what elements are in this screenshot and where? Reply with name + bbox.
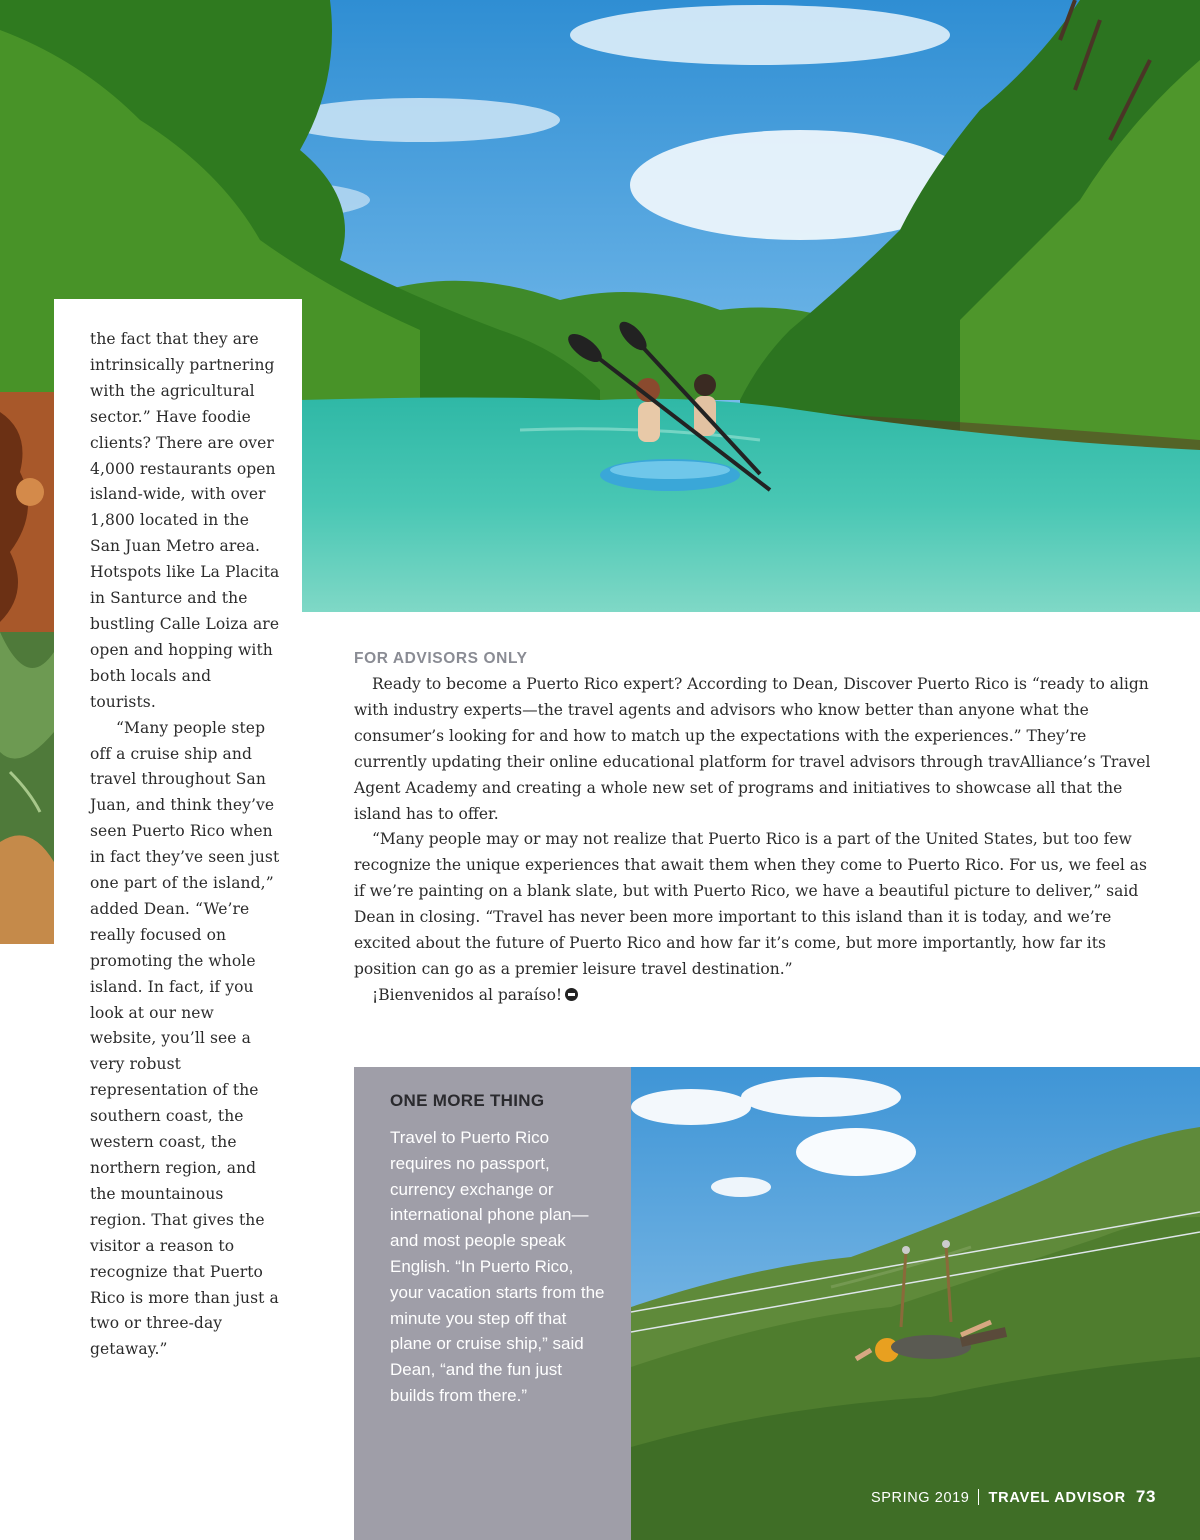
closing-text: ¡Bienvenidos al paraíso! <box>372 985 563 1004</box>
advisors-paragraph: Ready to become a Puerto Rico expert? According to Dean, Discover Puerto Rico is “ready to align with industry experts—the travel agents and advisors who know better than anyone what the consumer’s looking for and how to match up the expectations with the experiences.” They’re currently updating their online educational platform for travel advisors through travAlliance’s Travel Agent Academy and creating a whole new set of programs and initiatives to showcase all that the island has to offer. <box>354 675 1151 823</box>
left-paragraph: the fact that they are intrinsically partnering with the agricultural sector.” Have foodie clients? There are over 4,000 restaurants open island-wide, with over 1,800 located in the San Juan Metro area. Hotspots like La Placita in Santurce and the bustling Calle Loiza are open and hopping with both locals and tourists. <box>90 330 280 711</box>
side-photo-strip <box>0 392 54 944</box>
sidebar-body: Travel to Puerto Rico requires no passport, currency exchange or international phone plan—and most people speak English. “In Puerto Rico, your vacation starts from the minute you step off that plane or cruise ship,” said Dean, “and the fun just builds from there.” <box>390 1128 605 1405</box>
advisors-section <box>354 650 1154 1009</box>
page-footer <box>871 1487 1156 1507</box>
advisors-paragraph: “Many people may or may not realize that Puerto Rico is a part of the United States, but too few recognize the unique experiences that await them when they come to Puerto Rico. For us, we feel as if we’re painting on a blank slate, but with Puerto Rico, we have a beautiful picture to deliver,” said Dean in closing. “Travel has never been more important to this island than it is today, and we’re excited about the future of Puerto Rico and how far it’s come, but more importantly, how far its position can go as a premier leisure travel destination.” <box>354 830 1148 978</box>
left-text-column <box>54 299 302 1540</box>
magazine-name: TRAVEL ADVISOR <box>988 1490 1126 1506</box>
advisors-heading: FOR ADVISORS ONLY <box>354 650 528 667</box>
left-paragraph: “Many people step off a cruise ship and travel throughout San Juan, and think they’ve seen Puerto Rico when in fact they’ve seen just one part of the island,” added Dean. “We’re really focused on promoting the whole island. In fact, if you look at our new website, you’ll see a very robust representation of the southern coast, the western coast, the northern region, and the mountainous region. That gives the visitor a reason to recognize that Puerto Rico is more than just a two or three-day getaway.” <box>90 718 280 1359</box>
asta-logo-icon <box>565 988 578 1001</box>
advisors-closing <box>354 983 1154 1009</box>
sidebar-heading: ONE MORE THING <box>390 1091 545 1110</box>
left-column-text <box>90 327 280 1363</box>
footer-divider <box>978 1489 979 1505</box>
zipline-photo <box>631 1067 1200 1540</box>
sidebar-box <box>354 1067 631 1540</box>
issue-season: SPRING 2019 <box>870 1490 970 1506</box>
page-number: 73 <box>1135 1487 1156 1506</box>
